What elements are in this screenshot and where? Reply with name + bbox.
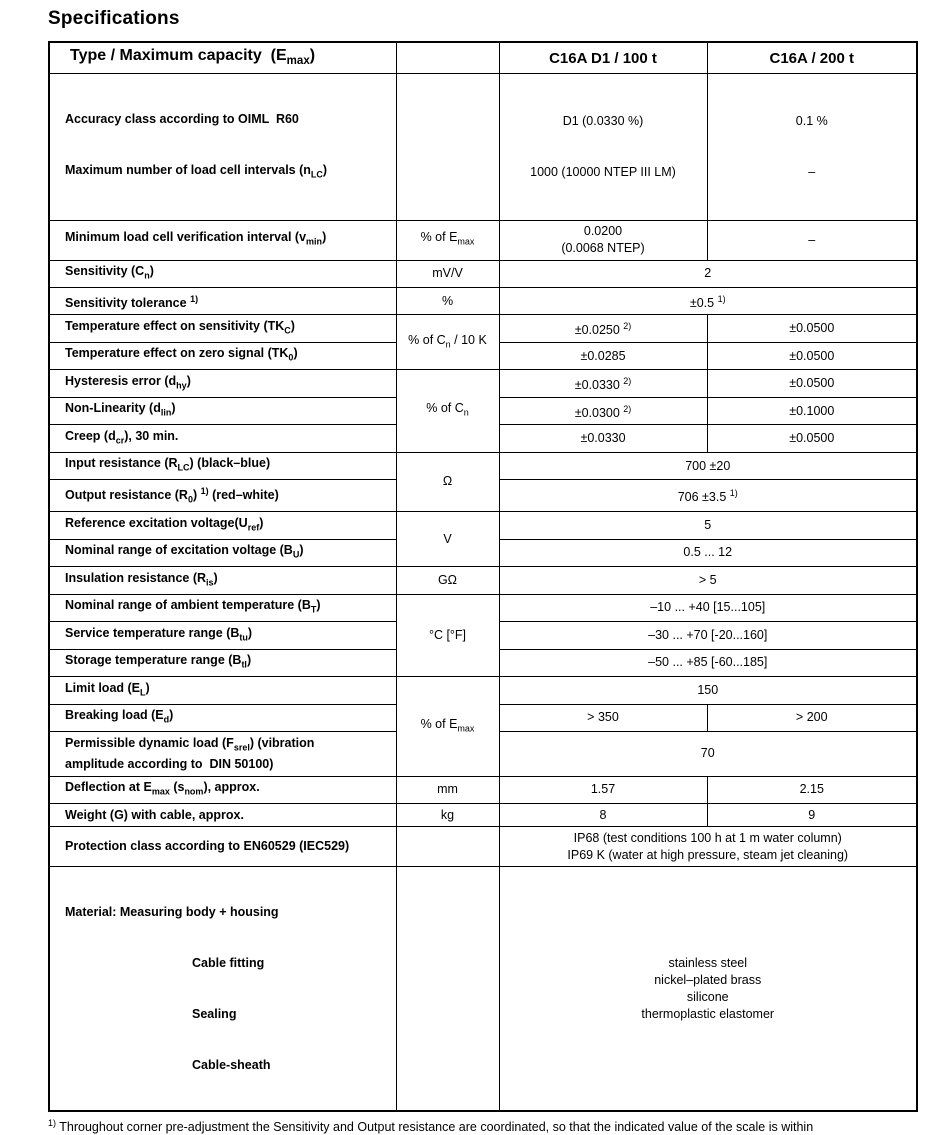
value-c16a-200: > 200 — [707, 704, 917, 732]
row-protection-class — [49, 827, 917, 867]
param-label: Input resistance $(R_{LC})$ (black–blue) — [49, 452, 396, 480]
param-label — [49, 74, 396, 221]
value-c16a-200: – — [707, 220, 917, 260]
param-label: Sensitivity tolerance $^{1)}$ — [49, 288, 396, 315]
value-c16a-d1: ±0.0330 — [499, 425, 707, 453]
material-main-label: Material: Measuring body + housing — [65, 904, 279, 919]
unit-cell: % of $E_{max}$ — [396, 677, 499, 777]
param-label: Hysteresis error $(d_{hy})$ — [49, 370, 396, 398]
param-label: Service temperature range $(B_{tu})$ — [49, 622, 396, 650]
value-shared: –30 ... +70 [-20...160] — [499, 622, 917, 650]
value-shared: stainless steel nickel–plated brass silicone thermoplastic elastomer — [499, 867, 917, 1112]
value-c16a-200: ±0.1000 — [707, 397, 917, 425]
accuracy-class-value: D1 (0.0330 %) — [562, 113, 644, 128]
header-type-max-capacity: Type / Maximum capacity $(E_{max})$ — [49, 42, 396, 74]
row-vmin — [49, 220, 917, 260]
row-weight — [49, 804, 917, 827]
unit-cell: °C [°F] — [396, 594, 499, 677]
value-shared: 2 — [499, 260, 917, 288]
value-c16a-200: ±0.0500 — [707, 342, 917, 370]
value-shared: IP68 (test conditions 100 h at 1 m water column) IP69 K (water at high pressure, steam jet cleaning) — [499, 827, 917, 867]
row-insulation — [49, 567, 917, 595]
load-cell-intervals-label: Maximum number of load cell intervals $(n_{LC})$ — [65, 162, 328, 180]
value-shared: 5 — [499, 512, 917, 540]
param-label: Limit load $(E_L)$ — [49, 677, 396, 705]
value-shared: ±0.5 $^{1)}$ — [499, 288, 917, 315]
header-c16a-d1-100t: C16A D1 / 100 t — [499, 42, 707, 74]
param-label: Creep $(d_{cr})$, 30 min. — [49, 425, 396, 453]
param-label: Nominal range of excitation voltage $(B_U)$ — [49, 539, 396, 567]
load-cell-intervals-value: 1000 (10000 NTEP III LM) — [530, 164, 676, 179]
row-sensitivity — [49, 260, 917, 288]
header-row — [49, 42, 917, 74]
unit-cell-empty — [396, 827, 499, 867]
unit-cell: % of $E_{max}$ — [396, 220, 499, 260]
value-shared: –50 ... +85 [-60...185] — [499, 649, 917, 677]
value-shared: 150 — [499, 677, 917, 705]
value-c16a-200: ±0.0500 — [707, 315, 917, 343]
accuracy-class-value: 0.1 % — [795, 113, 828, 128]
value-c16a-d1: ±0.0285 — [499, 342, 707, 370]
param-label: Breaking load $(E_d)$ — [49, 704, 396, 732]
row-ambient-temperature — [49, 594, 917, 622]
value-shared: –10 ... +40 [15...105] — [499, 594, 917, 622]
row-limit-load — [49, 677, 917, 705]
param-label: Minimum load cell verification interval $(v_{min})$ — [49, 220, 396, 260]
unit-cell: % — [396, 288, 499, 315]
param-label: Nominal range of ambient temperature $(B_T)$ — [49, 594, 396, 622]
unit-cell: Ω — [396, 452, 499, 511]
value-c16a-200 — [707, 74, 917, 221]
accuracy-class-label: Accuracy class according to OIML R60 — [65, 111, 299, 126]
unit-cell: V — [396, 512, 499, 567]
row-material — [49, 867, 917, 1112]
param-label: Storage temperature range $(B_{tl})$ — [49, 649, 396, 677]
unit-cell: mV/V — [396, 260, 499, 288]
param-label: Protection class according to EN60529 (IEC529) — [49, 827, 396, 867]
param-label: Sensitivity $(C_n)$ — [49, 260, 396, 288]
value-c16a-200: 2.15 — [707, 776, 917, 804]
param-label: Non-Linearity $(d_{lin})$ — [49, 397, 396, 425]
value-c16a-d1: 1.57 — [499, 776, 707, 804]
param-label: Temperature effect on zero signal $(TK_0)$ — [49, 342, 396, 370]
row-sensitivity-tolerance — [49, 288, 917, 315]
param-label: Permissible dynamic load $(F_{srel})$ (vibration amplitude according to DIN 50100) — [49, 732, 396, 777]
load-cell-intervals-value: – — [808, 164, 816, 179]
value-shared: > 5 — [499, 567, 917, 595]
value-c16a-200: 9 — [707, 804, 917, 827]
param-label: Output resistance $(R_0)$ $^{1)}$ (red–white) — [49, 480, 396, 512]
row-input-resistance — [49, 452, 917, 480]
unit-cell: kg — [396, 804, 499, 827]
value-c16a-200: ±0.0500 — [707, 425, 917, 453]
value-c16a-d1: > 350 — [499, 704, 707, 732]
unit-cell: % of $C_n / 10$ K — [396, 315, 499, 370]
unit-cell-empty — [396, 867, 499, 1112]
row-reference-excitation — [49, 512, 917, 540]
row-tkc — [49, 315, 917, 343]
header-unit-column — [396, 42, 499, 74]
value-c16a-200: ±0.0500 — [707, 370, 917, 398]
material-sealing-label: Sealing — [192, 1006, 237, 1021]
value-shared: 700 ±20 — [499, 452, 917, 480]
row-deflection — [49, 776, 917, 804]
row-hysteresis — [49, 370, 917, 398]
value-c16a-d1: ±0.0330 $^{2)}$ — [499, 370, 707, 398]
footnote-1: $^{1)}$ Throughout corner pre-adjustment the Sensitivity and Output resistance are coordinated, so that the indicated value of the scale is within — [48, 1118, 814, 1135]
page-title: Specifications — [48, 8, 180, 29]
material-cable-fitting-label: Cable fitting — [192, 955, 265, 970]
unit-cell: mm — [396, 776, 499, 804]
value-c16a-d1: ±0.0250 $^{2)}$ — [499, 315, 707, 343]
param-label: Deflection at $E_{max}$ $(s_{nom})$, approx. — [49, 776, 396, 804]
param-label: Temperature effect on sensitivity $(TK_C)$ — [49, 315, 396, 343]
value-shared: 0.5 ... 12 — [499, 539, 917, 567]
unit-cell: GΩ — [396, 567, 499, 595]
header-c16a-200t: C16A / 200 t — [707, 42, 917, 74]
material-cable-sheath-label: Cable-sheath — [192, 1057, 271, 1072]
value-c16a-d1: 8 — [499, 804, 707, 827]
param-label: Reference excitation $voltage(U_{ref})$ — [49, 512, 396, 540]
specifications-table — [48, 41, 918, 1112]
param-label — [49, 867, 396, 1112]
row-accuracy-intervals — [49, 74, 917, 221]
param-label: Insulation resistance $(R_{is})$ — [49, 567, 396, 595]
value-shared: 70 — [499, 732, 917, 777]
value-c16a-d1 — [499, 74, 707, 221]
unit-cell: % of $C_n$ — [396, 370, 499, 453]
unit-cell-empty — [396, 74, 499, 221]
value-shared: 706 ±3.5 $^{1)}$ — [499, 480, 917, 512]
param-label: Weight (G) with cable, approx. — [49, 804, 396, 827]
value-c16a-d1: 0.0200 (0.0068 NTEP) — [499, 220, 707, 260]
value-c16a-d1: ±0.0300 $^{2)}$ — [499, 397, 707, 425]
